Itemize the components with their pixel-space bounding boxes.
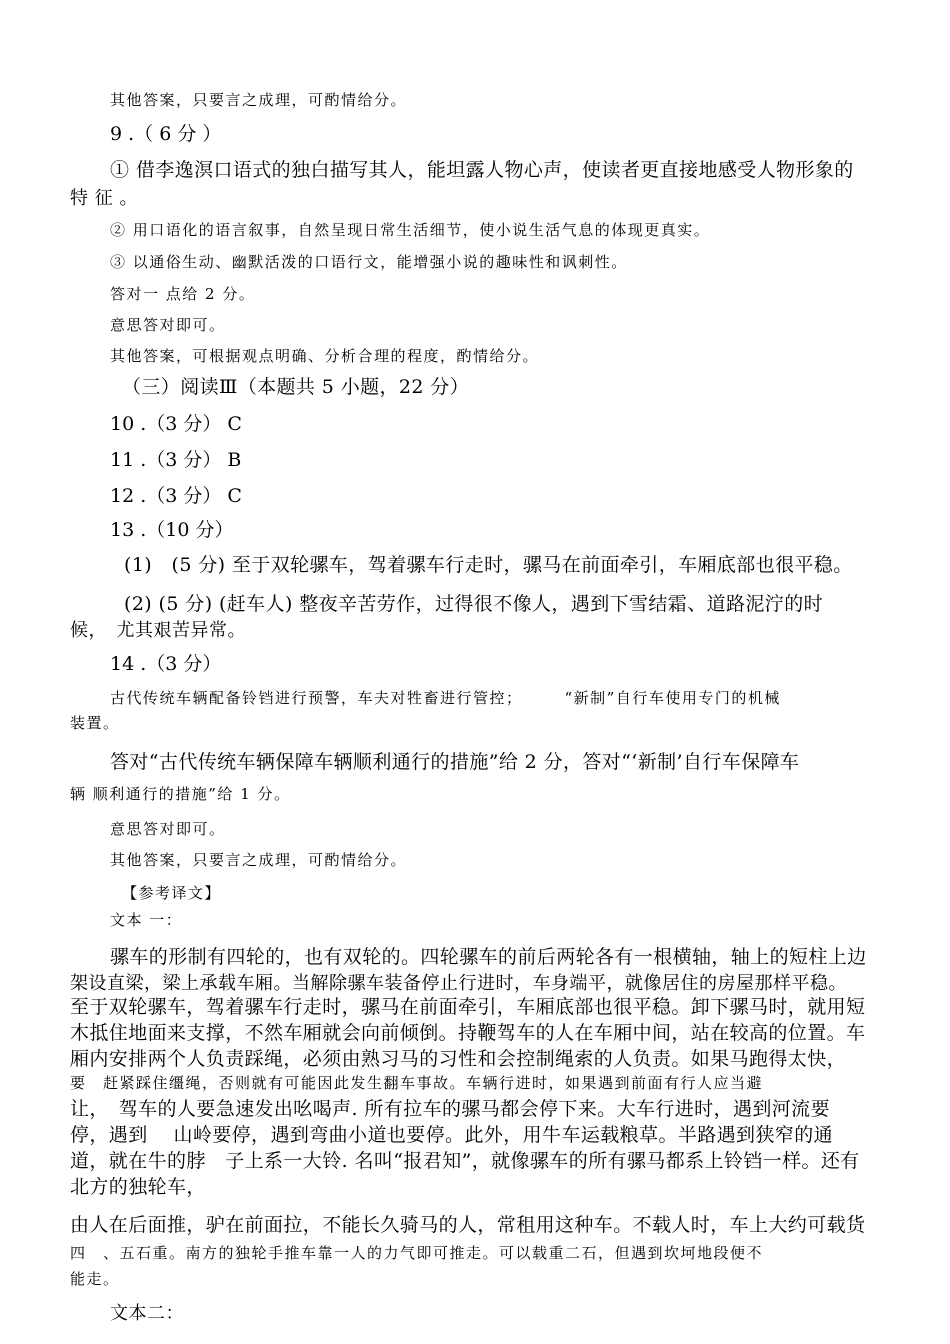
text-line: (2) (5 分) (赶车人) 整夜辛苦劳作，过得很不像人，遇到下雪结霜、道路泥泞的时 bbox=[124, 593, 824, 615]
text-line: 意思答对即可。 bbox=[110, 316, 226, 334]
text-line: 答对一 点给 2 分。 bbox=[110, 285, 256, 303]
question-heading: 13 .（10 分） bbox=[110, 519, 234, 541]
text-line: 装置。 bbox=[70, 714, 120, 732]
text-line: 其他答案，可根据观点明确、分析合理的程度，酌情给分。 bbox=[110, 347, 540, 365]
section-heading: 文本 一： bbox=[110, 911, 183, 929]
text-line: 停，遇到 山岭要停，遇到弯曲小道也要停。此外，用牛车运载粮草。半路遇到狭窄的通 bbox=[70, 1124, 834, 1146]
text-line: 能走。 bbox=[70, 1270, 120, 1288]
text-line: 让， 驾车的人要急速发出吆喝声. 所有拉车的骡马都会停下来。大车行进时，遇到河流要 bbox=[70, 1098, 830, 1120]
text-line: 要 赶紧踩住缰绳，否则就有可能因此发生翻车事故。车辆行进时，如果遇到前面有行人应当避 bbox=[70, 1074, 764, 1092]
text-line: 北方的独轮车， bbox=[70, 1176, 206, 1198]
question-heading: 14 .（3 分） bbox=[110, 653, 222, 675]
text-line: ② 用口语化的语言叙事，自然呈现日常生活细节，使小说生活气息的体现更真实。 bbox=[110, 221, 711, 239]
text-line: 答对“古代传统车辆保障车辆顺利通行的措施”给 2 分，答对“‘新制’自行车保障车 bbox=[110, 751, 800, 773]
text-line: 四 、五石重。南方的独轮手推车靠一人的力气即可推走。可以载重二石，但遇到坎坷地段便不 bbox=[70, 1244, 764, 1262]
section-heading: 文本二： bbox=[110, 1303, 184, 1324]
text-line: 辆 顺利通行的措施”给 1 分。 bbox=[70, 785, 291, 803]
text-line: 其他答案，只要言之成理，可酌情给分。 bbox=[110, 851, 408, 869]
text-line: 特 征 。 bbox=[70, 188, 138, 209]
text-line: 候， 尤其艰苦异常。 bbox=[70, 620, 246, 641]
text-line: 骡车的形制有四轮的，也有双轮的。四轮骡车的前后两轮各有一根横轴，轴上的短柱上边 bbox=[110, 946, 867, 968]
text-line: 厢内安排两个人负责踩绳，必须由熟习马的习性和会控制绳索的人负责。如果马跑得太快， bbox=[70, 1048, 847, 1070]
text-line: 意思答对即可。 bbox=[110, 820, 226, 838]
question-heading: 9 .（ 6 分 ） bbox=[110, 123, 222, 145]
text-line: 其他答案，只要言之成理，可酌情给分。 bbox=[110, 91, 408, 109]
text-line: ① 借李逸溟口语式的独白描写其人，能坦露人物心声，使读者更直接地感受人物形象的 bbox=[110, 159, 854, 181]
answer-line: 12 .（3 分） C bbox=[110, 485, 242, 507]
text-line: 由人在后面推，驴在前面拉，不能长久骑马的人，常租用这种车。不载人时，车上大约可载货 bbox=[70, 1214, 866, 1236]
text-line: 古代传统车辆配备铃铛进行预警，车夫对牲畜进行管控； “新制”自行车使用专门的机械 bbox=[110, 689, 781, 707]
text-line: 道，就在牛的脖 子上系一大铃. 名叫“报君知”，就像骡车的所有骡马都系上铃铛一样。还有 bbox=[70, 1150, 860, 1172]
text-line: 架设直梁，梁上承载车厢。当解除骡车装备停止行进时，车身端平，就像居住的房屋那样平稳。 bbox=[70, 973, 847, 994]
text-line: (1) (5 分) 至于双轮骡车，驾着骡车行走时，骡马在前面牵引，车厢底部也很平稳。 bbox=[124, 554, 853, 576]
text-line: ③ 以通俗生动、幽默活泼的口语行文，能增强小说的趣味性和讽刺性。 bbox=[110, 253, 628, 271]
text-line: 木抵住地面来支撑，不然车厢就会向前倾倒。持鞭驾车的人在车厢中间，站在较高的位置。车 bbox=[70, 1022, 866, 1044]
answer-line: 10 .（3 分） C bbox=[110, 413, 242, 435]
section-heading: （三）阅读Ⅲ（本题共 5 小题，22 分） bbox=[122, 376, 470, 398]
section-heading: 【参考译文】 bbox=[122, 884, 222, 902]
text-line: 至于双轮骡车，驾着骡车行走时，骡马在前面牵引，车厢底部也很平稳。卸下骡马时，就用短 bbox=[70, 996, 866, 1018]
answer-line: 11 .（3 分） B bbox=[110, 449, 242, 471]
